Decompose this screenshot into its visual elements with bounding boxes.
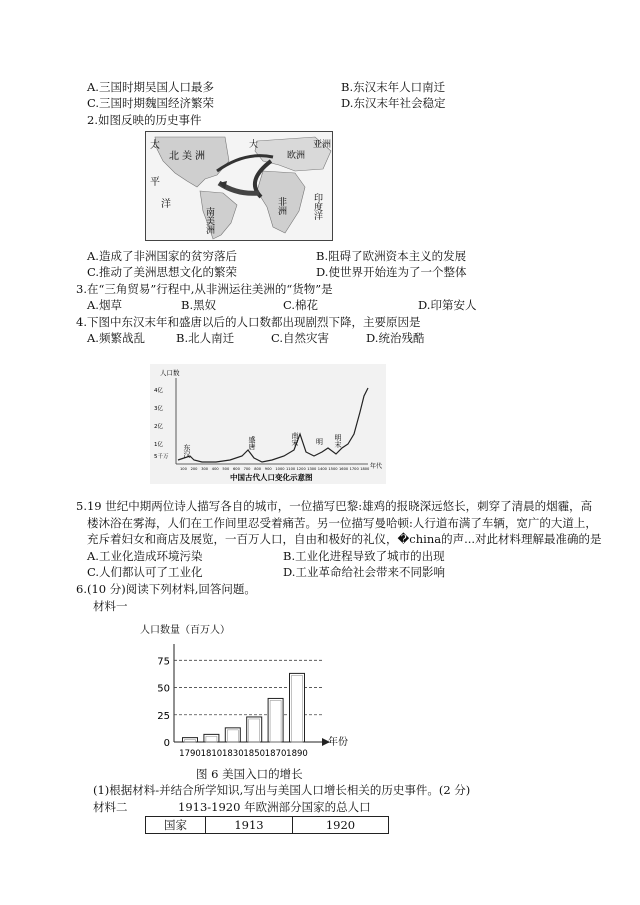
x-tick-label: 500 (222, 467, 230, 471)
triangular-trade-map (145, 131, 333, 241)
q3-option-c: C.棉花 (283, 298, 319, 312)
x-tick-label: 900 (264, 467, 272, 471)
us-x-tick-label: 1870 (264, 749, 287, 759)
us-x-tick-label: 1850 (243, 749, 266, 759)
x-tick-label: 200 (190, 467, 198, 471)
x-tick-label: 1800 (360, 467, 370, 471)
x-tick-label: 1300 (307, 467, 317, 471)
map-label-asia: 亚洲 (313, 140, 332, 150)
us-x-tick-label: 1890 (286, 749, 308, 759)
map-label-da: 大 (249, 140, 259, 150)
q5-option-b: B.工业化进程导致了城市的出现 (283, 549, 445, 563)
q6-stem: 6.(10 分)阅读下列材料,回答问题。 (76, 582, 256, 596)
figure-6-caption: 图 6 美国入口的增长 (196, 767, 303, 781)
q1-option-b: B.东汉末年人口南迁 (341, 80, 446, 94)
chart-background (150, 364, 386, 484)
q6-material-2-title: 1913-1920 年欧洲部分国家的总人口 (178, 800, 371, 814)
x-tick-label: 800 (254, 467, 262, 471)
x-tick-label: 1200 (296, 467, 306, 471)
y-tick-label: 2亿 (154, 424, 163, 430)
q6-material-2: 材料二 (93, 800, 128, 814)
q2-option-b: B.阻碍了欧洲资本主义的发展 (316, 249, 467, 263)
x-tick-label: 100 (180, 467, 187, 471)
q3-option-d: D.印第安人 (418, 298, 477, 312)
annotation-shengtang: 盛唐 (248, 436, 256, 450)
q1-option-c: C.三国时期魏国经济繁荣 (87, 96, 215, 110)
map-label-north-america: 北美洲 (169, 151, 208, 162)
q5-option-a: A.工业化造成环境污染 (87, 549, 203, 563)
x-tick-label: 400 (211, 467, 219, 471)
q5-option-c: C.人们都认可了工业化 (87, 565, 203, 579)
q4-option-c: C.自然灾害 (271, 331, 330, 345)
table-header-1913: 1913 (206, 817, 293, 834)
q6-material-1: 材料一 (93, 599, 128, 613)
q5-line-1: 5.19 世纪中期两位诗人描写各自的城市，一位描写巴黎:雄鸡的报晓深远悠长，刺穿了清晨的烟霾，高 (76, 499, 593, 513)
y-tick-label: 3亿 (154, 406, 163, 412)
q2-option-a: A.造成了非洲国家的贫穷落后 (87, 249, 237, 263)
us-x-tick-label: 1810 (200, 749, 223, 759)
q3-option-a: A.烟草 (87, 298, 122, 312)
europe-population-table (145, 816, 389, 834)
us-bar-group (183, 673, 305, 742)
us-y-tick-label: 75 (157, 656, 170, 668)
us-x-tick-label: 1830 (221, 749, 244, 759)
table-header-1920: 1920 (293, 817, 389, 834)
x-tick-label: 1500 (328, 467, 338, 471)
q4-stem: 4.下图中东汉末年和盛唐以后的人口数都出现剧烈下降，主要原因是 (76, 315, 421, 329)
q2-option-d: D.使世界开始连为了一个整体 (316, 265, 467, 279)
map-label-tai: 太 (150, 140, 160, 151)
y-tick-label: 1亿 (154, 442, 163, 448)
us-xtick-group (179, 749, 308, 759)
us-chart-xlabel: 年份 (328, 737, 348, 748)
q4-option-b: B.北人南迁 (176, 331, 235, 345)
map-label-south-america: 南美洲 (204, 207, 214, 234)
chart-ylabel: 人口数 (160, 369, 180, 377)
us-population-chart (140, 618, 360, 763)
us-chart-title: 人口数量（百万人） (140, 625, 230, 636)
x-tick-label: 700 (243, 467, 251, 471)
map-label-europe: 欧洲 (287, 151, 306, 161)
q6-sub-question-1: (1)根据材料-并结合所学知识,写出与美国人口增长相关的历史事件。(2 分) (93, 783, 471, 797)
table-header-row (146, 817, 389, 834)
q1-option-d: D.东汉末年社会稳定 (341, 96, 446, 110)
q2-stem: 2.如图反映的历史事件 (87, 113, 202, 127)
us-y-tick-label: 25 (157, 710, 170, 722)
x-tick-label: 1000 (275, 467, 285, 471)
q3-stem: 3.在“三角贸易”行程中,从非洲运往美洲的“货物”是 (76, 282, 333, 296)
annotation-nansong: 南宋 (291, 432, 299, 446)
annotation-mingmo: 明末 (334, 434, 342, 448)
map-label-africa: 非洲 (276, 197, 286, 215)
q2-option-c: C.推动了美洲思想文化的繁荣 (87, 265, 238, 279)
annotation-donghan: 东汉 (183, 444, 191, 458)
x-tick-label: 600 (233, 467, 240, 471)
x-tick-label: 300 (201, 467, 209, 471)
us-y-tick-label: 50 (157, 683, 170, 695)
map-label-ping: 平 (150, 177, 160, 188)
us-x-tick-label: 1790 (179, 749, 201, 759)
map-label-indian-ocean: 印度洋 (312, 193, 322, 220)
q1-option-a: A.三国时期吴国人口最多 (87, 80, 214, 94)
q3-option-b: B.黑奴 (181, 298, 217, 312)
q5-option-d: D.工业革命给社会带来不同影响 (283, 565, 445, 579)
x-tick-label: 1100 (286, 467, 296, 471)
q5-line-2: 楼沐浴在雾海，人们在工作间里忍受着痛苦。另一位描写曼哈顿:人行道布满了车辆，宽广的大道上， (87, 516, 597, 530)
map-label-yang: 洋 (161, 199, 171, 210)
y-tick-label: 5千万 (154, 454, 169, 460)
q4-option-a: A.频繁战乱 (87, 331, 145, 345)
chart-title: 中国古代人口变化示意图 (230, 473, 313, 482)
annotation-ming: 明 (316, 438, 323, 446)
x-tick-label: 1400 (317, 467, 327, 471)
q5-line-3: 充斥着妇女和商店及展览，一百万人口，自由和极好的礼仪，�china的声...对此材料理解最准确的是 (87, 532, 602, 546)
china-population-chart (150, 364, 386, 484)
us-y-tick-label: 0 (163, 738, 170, 749)
x-tick-label: 1600 (339, 467, 349, 471)
chart-xlabel: 年代 (370, 463, 383, 470)
y-tick-label: 4亿 (154, 388, 163, 394)
table-header-country: 国家 (146, 817, 206, 834)
x-tick-label: 1700 (349, 467, 359, 471)
q4-option-d: D.统治残酷 (366, 331, 425, 345)
